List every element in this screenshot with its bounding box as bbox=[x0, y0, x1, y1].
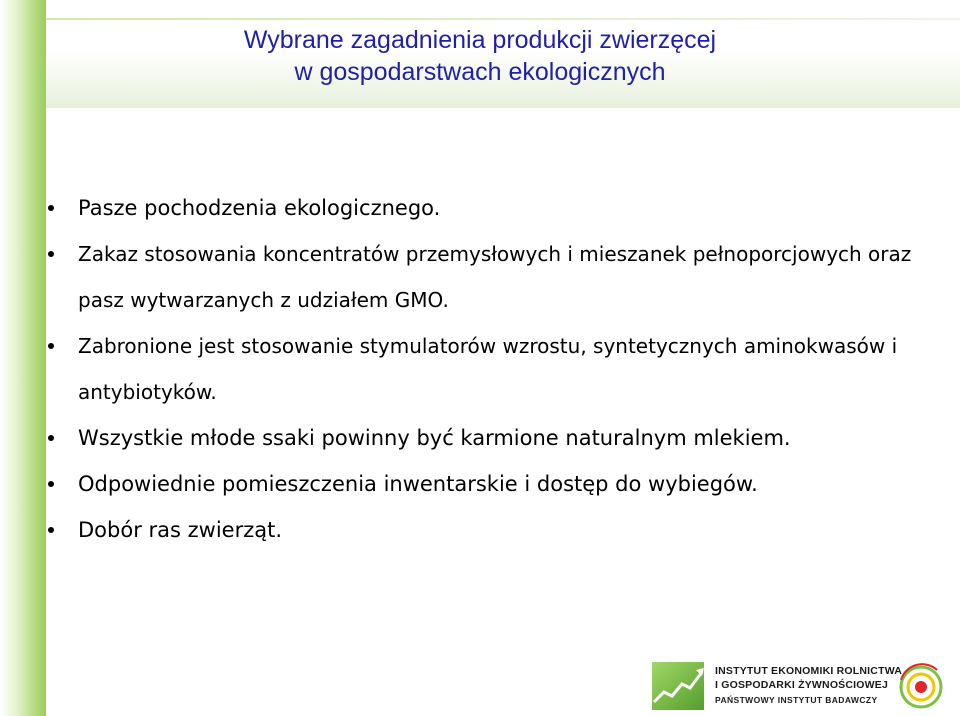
bullet-item bbox=[48, 461, 948, 507]
bullet-list bbox=[48, 185, 948, 553]
bullet-dot-icon bbox=[48, 205, 54, 211]
slide-title-line1: Wybrane zagadnienia produkcji zwierzęcej bbox=[243, 26, 717, 54]
bullet-text: Zakaz stosowania koncentratów przemysłowych i mieszanek pełnoporcjowych oraz pasz wytwarzanych z udziałem GMO. bbox=[78, 242, 912, 312]
institute-name-line1: INSTYTUT EKONOMIKI ROLNICTWA bbox=[715, 665, 903, 677]
slide-title bbox=[46, 24, 914, 88]
institute-name-line2: I GOSPODARKI ŻYWNOŚCIOWEJ bbox=[715, 679, 889, 691]
bullet-item bbox=[48, 185, 948, 231]
bullet-dot-icon bbox=[48, 527, 54, 533]
bullet-text: Pasze pochodzenia ekologicznego. bbox=[78, 196, 441, 220]
institute-name-line3: PAŃSTWOWY INSTYTUT BADAWCZY bbox=[715, 695, 878, 705]
slide-title-line2: w gospodarstwach ekologicznych bbox=[294, 58, 666, 86]
bullet-text: Odpowiednie pomieszczenia inwentarskie i dostęp do wybiegów. bbox=[78, 472, 758, 496]
bullet-dot-icon bbox=[48, 343, 54, 349]
left-decorative-bar bbox=[0, 0, 46, 716]
title-band-edge bbox=[46, 18, 960, 20]
bullet-item bbox=[48, 231, 948, 323]
bullet-item bbox=[48, 415, 948, 461]
bullet-dot-icon bbox=[48, 251, 54, 257]
bullet-dot-icon bbox=[48, 481, 54, 487]
bullet-text: Wszystkie młode ssaki powinny być karmione naturalnym mlekiem. bbox=[78, 426, 791, 450]
bullet-item bbox=[48, 507, 948, 553]
institute-name bbox=[715, 664, 903, 706]
bullet-item bbox=[48, 323, 948, 415]
bullet-text: Dobór ras zwierząt. bbox=[78, 518, 283, 542]
bullet-text: Zabronione jest stosowanie stymulatorów wzrostu, syntetycznych aminokwasów i antybiotyków. bbox=[78, 334, 898, 404]
institute-logo-mark-icon bbox=[652, 662, 704, 710]
bullet-dot-icon bbox=[48, 435, 54, 441]
program-badge-icon bbox=[893, 660, 949, 714]
